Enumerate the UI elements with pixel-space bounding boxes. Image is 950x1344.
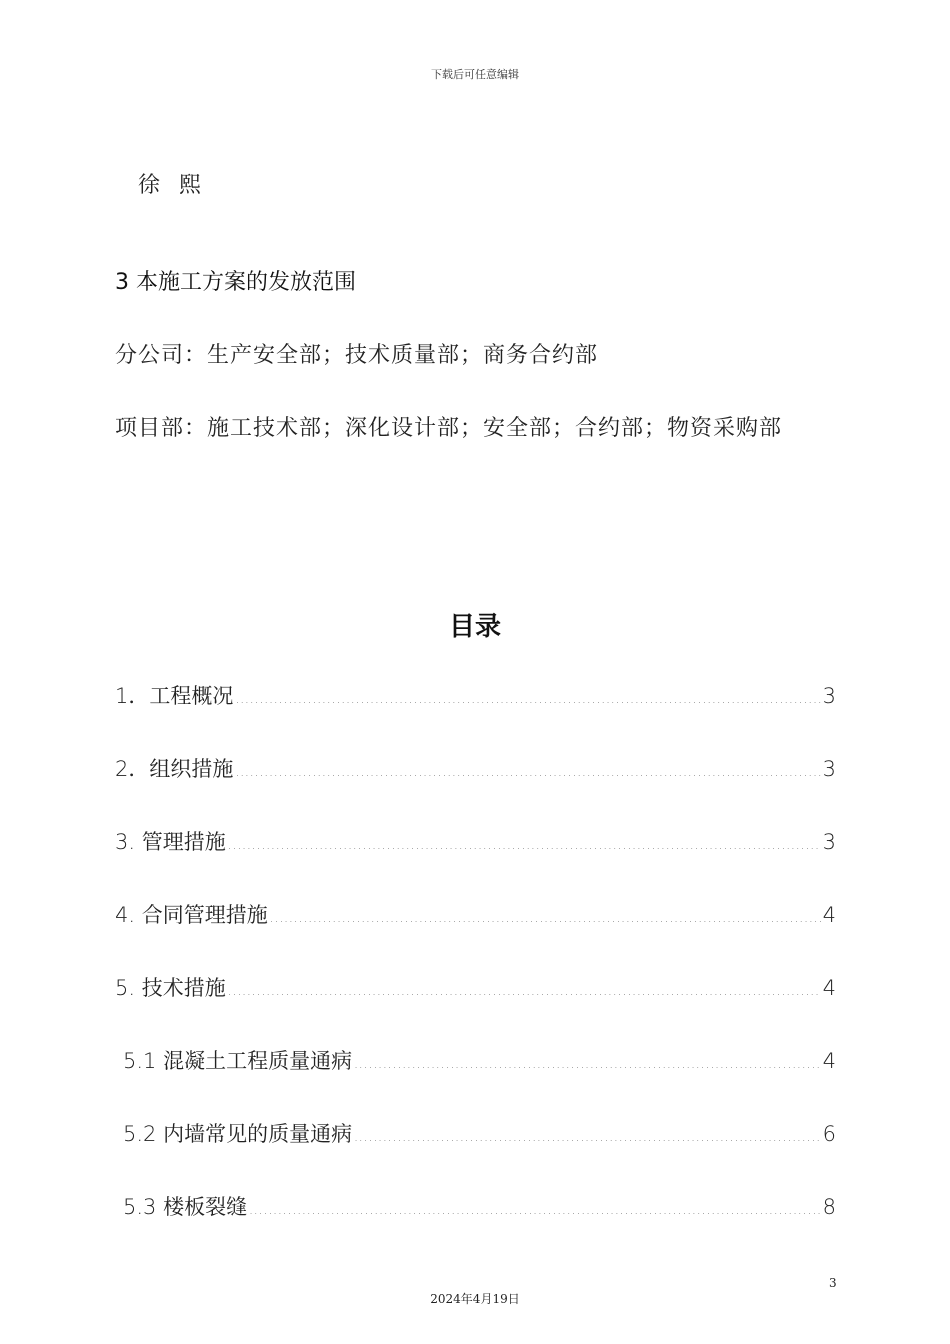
distribution-heading: 3 本施工方案的发放范围 [115,270,356,295]
toc-title: 目录 [448,612,501,642]
toc-entry-page: 3 [822,757,836,781]
toc-entry-5-1[interactable] [115,1045,836,1118]
toc-entry-label: 5.3 楼板裂缝 [123,1195,248,1219]
toc-entry-4[interactable] [115,899,836,972]
table-of-contents [115,680,836,1264]
toc-entry-5-2[interactable] [115,1118,836,1191]
header-note: 下载后可任意编辑 [431,68,519,81]
toc-entry-2[interactable] [115,753,836,826]
toc-entry-page: 4 [822,903,836,927]
toc-entry-page: 8 [822,1195,836,1219]
toc-entry-3[interactable] [115,826,836,899]
toc-leader-dots [354,1130,821,1144]
toc-leader-dots [235,692,820,706]
toc-entry-5-3[interactable] [115,1191,836,1264]
toc-leader-dots [235,765,820,779]
distribution-branch-line: 分公司：生产安全部；技术质量部；商务合约部 [115,343,599,368]
toc-entry-label: 5.2 内墙常见的质量通病 [123,1122,353,1146]
toc-entry-page: 4 [822,976,836,1000]
toc-entry-page: 4 [822,1049,836,1073]
person-name: 徐 熙 [138,173,207,198]
toc-entry-1[interactable] [115,680,836,753]
toc-entry-label: 4. 合同管理措施 [115,903,268,927]
toc-entry-label: 5.1 混凝土工程质量通病 [123,1049,353,1073]
toc-entry-label: 5. 技术措施 [115,976,226,1000]
toc-leader-dots [270,911,821,925]
toc-entry-page: 3 [822,830,836,854]
page-number: 3 [829,1276,837,1290]
distribution-project-line: 项目部：施工技术部；深化设计部；安全部；合约部；物资采购部 [115,416,783,441]
toc-leader-dots [228,838,821,852]
toc-entry-label: 3. 管理措施 [115,830,226,854]
toc-entry-label: 2．组织措施 [115,757,234,781]
toc-leader-dots [354,1057,821,1071]
toc-entry-label: 1．工程概况 [115,684,234,708]
toc-leader-dots [228,984,821,998]
footer-date: 2024年4月19日 [430,1292,520,1306]
toc-entry-page: 3 [822,684,836,708]
toc-entry-5[interactable] [115,972,836,1045]
toc-entry-page: 6 [822,1122,836,1146]
toc-leader-dots [249,1203,821,1217]
